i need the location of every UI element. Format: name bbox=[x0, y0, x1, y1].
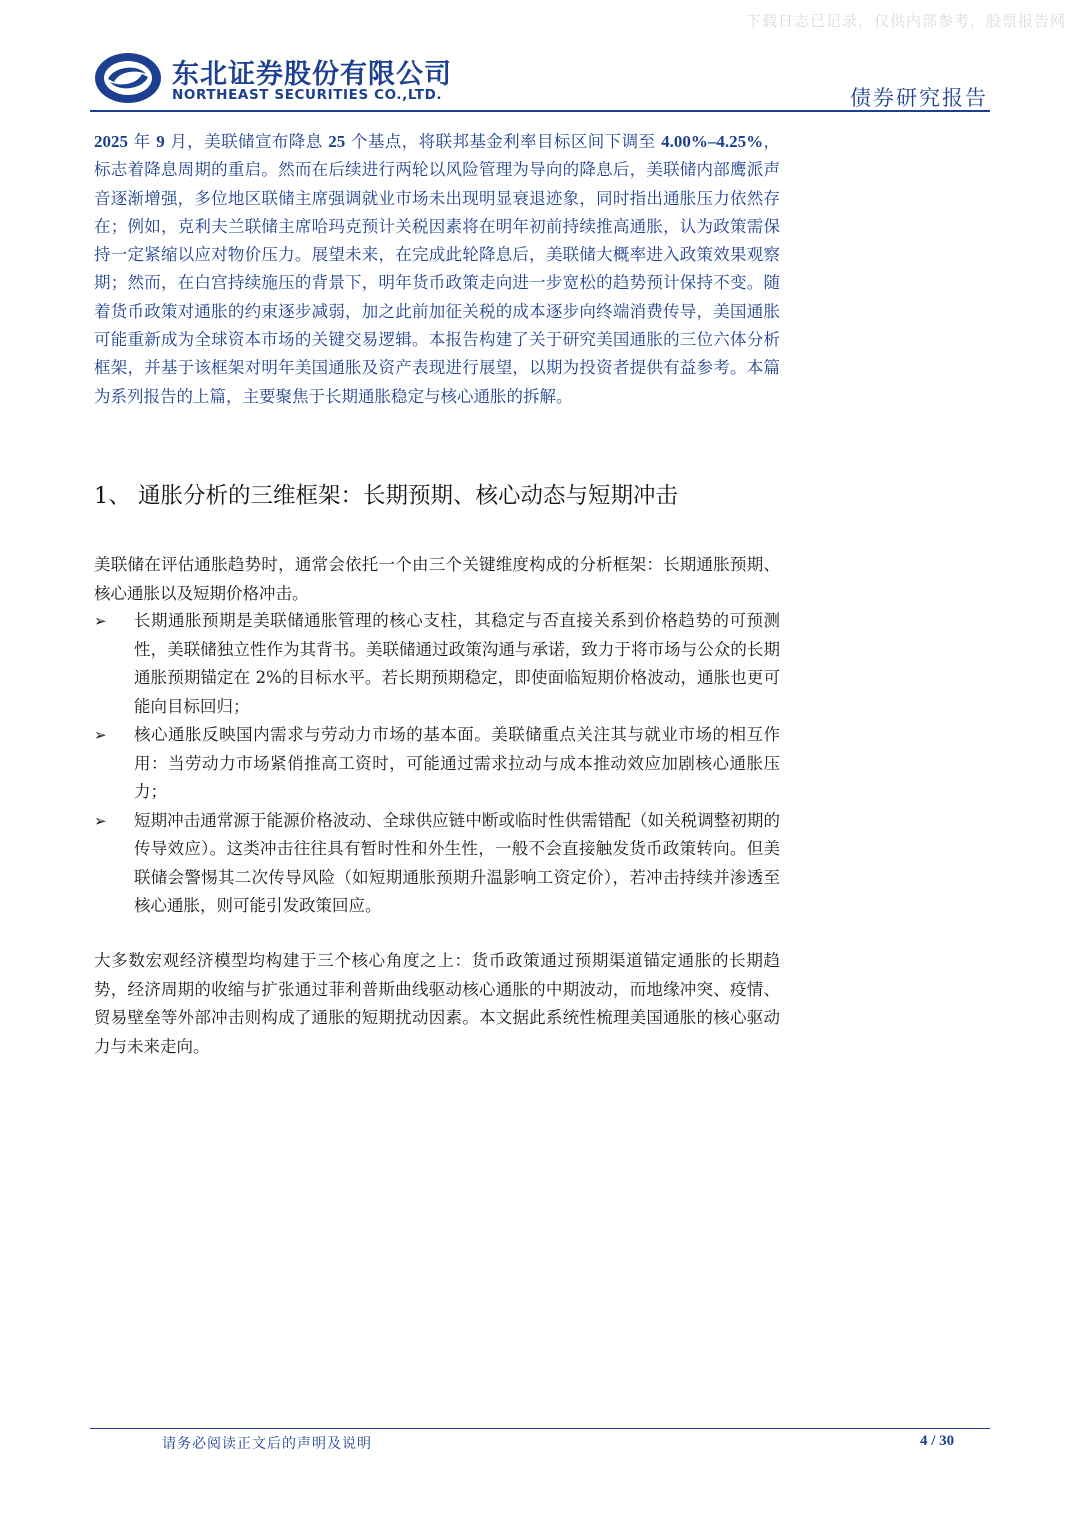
summary-year-suffix: 年 bbox=[128, 132, 157, 151]
header-divider bbox=[90, 110, 990, 112]
list-item bbox=[94, 721, 780, 807]
summary-lead-text-1: 月，美联储宣布降息 bbox=[164, 132, 329, 151]
company-name-en: NORTHEAST SECURITIES CO.,LTD. bbox=[172, 87, 443, 103]
summary-year: 2025 bbox=[94, 132, 128, 151]
bullet-text: 核心通胀反映国内需求与劳动力市场的基本面。美联储重点关注其与就业市场的相互作用：当劳动力市场紧俏推高工资时，可能通过需求拉动与成本推动效应加剧核心通胀压力； bbox=[134, 725, 780, 801]
arrow-bullet-icon: ➢ bbox=[94, 726, 107, 744]
section-intro-paragraph: 美联储在评估通胀趋势时，通常会依托一个由三个关键维度构成的分析框架：长期通胀预期、核心通胀以及短期价格冲击。 bbox=[94, 555, 780, 603]
report-type-label: 债券研究报告 bbox=[850, 86, 988, 110]
section-heading: 1、 通胀分析的三维框架：长期预期、核心动态与短期冲击 bbox=[94, 483, 678, 509]
summary-month: 9 bbox=[156, 132, 165, 151]
summary-body: ，标志着降息周期的重启。然而在后续进行两轮以风险管理为导向的降息后，美联储内部鹰派声音逐渐增强，多位地区联储主席强调就业市场未出现明显衰退迹象，同时指出通胀压力依然存在；例如，克利夫兰联储主席哈玛克预计关税因素将在明年初前持续推高通胀，认为政策需保持一定紧缩以应对物价压力。展望未来，在完成此轮降息后，美联储大概率进入政策效果观察期；然而，在白宫持续施压的背景下，明年货币政策走向进一步宽松的趋势预计保持不变。随着货币政策对通胀的约束逐步减弱，加之此前加征关税的成本逐步向终端消费传导，美国通胀可能重新成为全球资本市场的关键交易逻辑。本报告构建了关于研究美国通胀的三位六体分析框架，并基于该框架对明年美国通胀及资产表现进行展望，以期为投资者提供有益参考。本篇为系列报告的上篇，主要聚焦于长期通胀稳定与核心通胀的拆解。 bbox=[94, 132, 780, 406]
bullet-text: 短期冲击通常源于能源价格波动、全球供应链中断或临时性供需错配（如关税调整初期的传导效应）。这类冲击往往具有暂时性和外生性，一般不会直接触发货币政策转向。但美联储会警惕其二次传导风险（如短期通胀预期升温影响工资定价），若冲击持续并渗透至核心通胀，则可能引发政策回应。 bbox=[134, 810, 780, 915]
northeast-securities-logo-icon bbox=[94, 52, 162, 104]
summary-basis-points: 25 bbox=[328, 132, 346, 151]
watermark-text: 下载日志已记录，仅供内部参考，股票报告网 bbox=[745, 12, 1066, 30]
bullet-text: 长期通胀预期是美联储通胀管理的核心支柱，其稳定与否直接关系到价格趋势的可预测性，美联储独立性作为其背书。美联储通过政策沟通与承诺，致力于将市场与公众的长期通胀预期锚定在 2%的目标水平。若长期预期稳定，即使面临短期价格波动，通胀也更可能向目标回归； bbox=[134, 611, 780, 716]
summary-lead-text-2: 个基点，将联邦基金利率目标区间下调至 bbox=[345, 132, 662, 151]
summary-rate-range: 4.00%–4.25% bbox=[661, 132, 764, 151]
list-item bbox=[94, 807, 780, 921]
page-number: 4 / 30 bbox=[920, 1433, 955, 1449]
list-item bbox=[94, 607, 780, 721]
footer-disclaimer-note: 请务必阅读正文后的声明及说明 bbox=[162, 1436, 372, 1452]
arrow-bullet-icon: ➢ bbox=[94, 612, 107, 630]
summary-paragraph bbox=[94, 128, 780, 411]
company-name-cn: 东北证券股份有限公司 bbox=[172, 59, 452, 90]
footer-divider bbox=[90, 1428, 990, 1429]
arrow-bullet-icon: ➢ bbox=[94, 811, 107, 830]
section-conclusion-paragraph: 大多数宏观经济模型均构建于三个核心角度之上：货币政策通过预期渠道锚定通胀的长期趋势，经济周期的收缩与扩张通过菲利普斯曲线驱动核心通胀的中期波动，而地缘冲突、疫情、贸易壁垒等外部冲击则构成了通胀的短期扰动因素。本文据此系统性梳理美国通胀的核心驱动力与未来走向。 bbox=[94, 951, 780, 1056]
framework-bullet-list bbox=[94, 607, 780, 921]
